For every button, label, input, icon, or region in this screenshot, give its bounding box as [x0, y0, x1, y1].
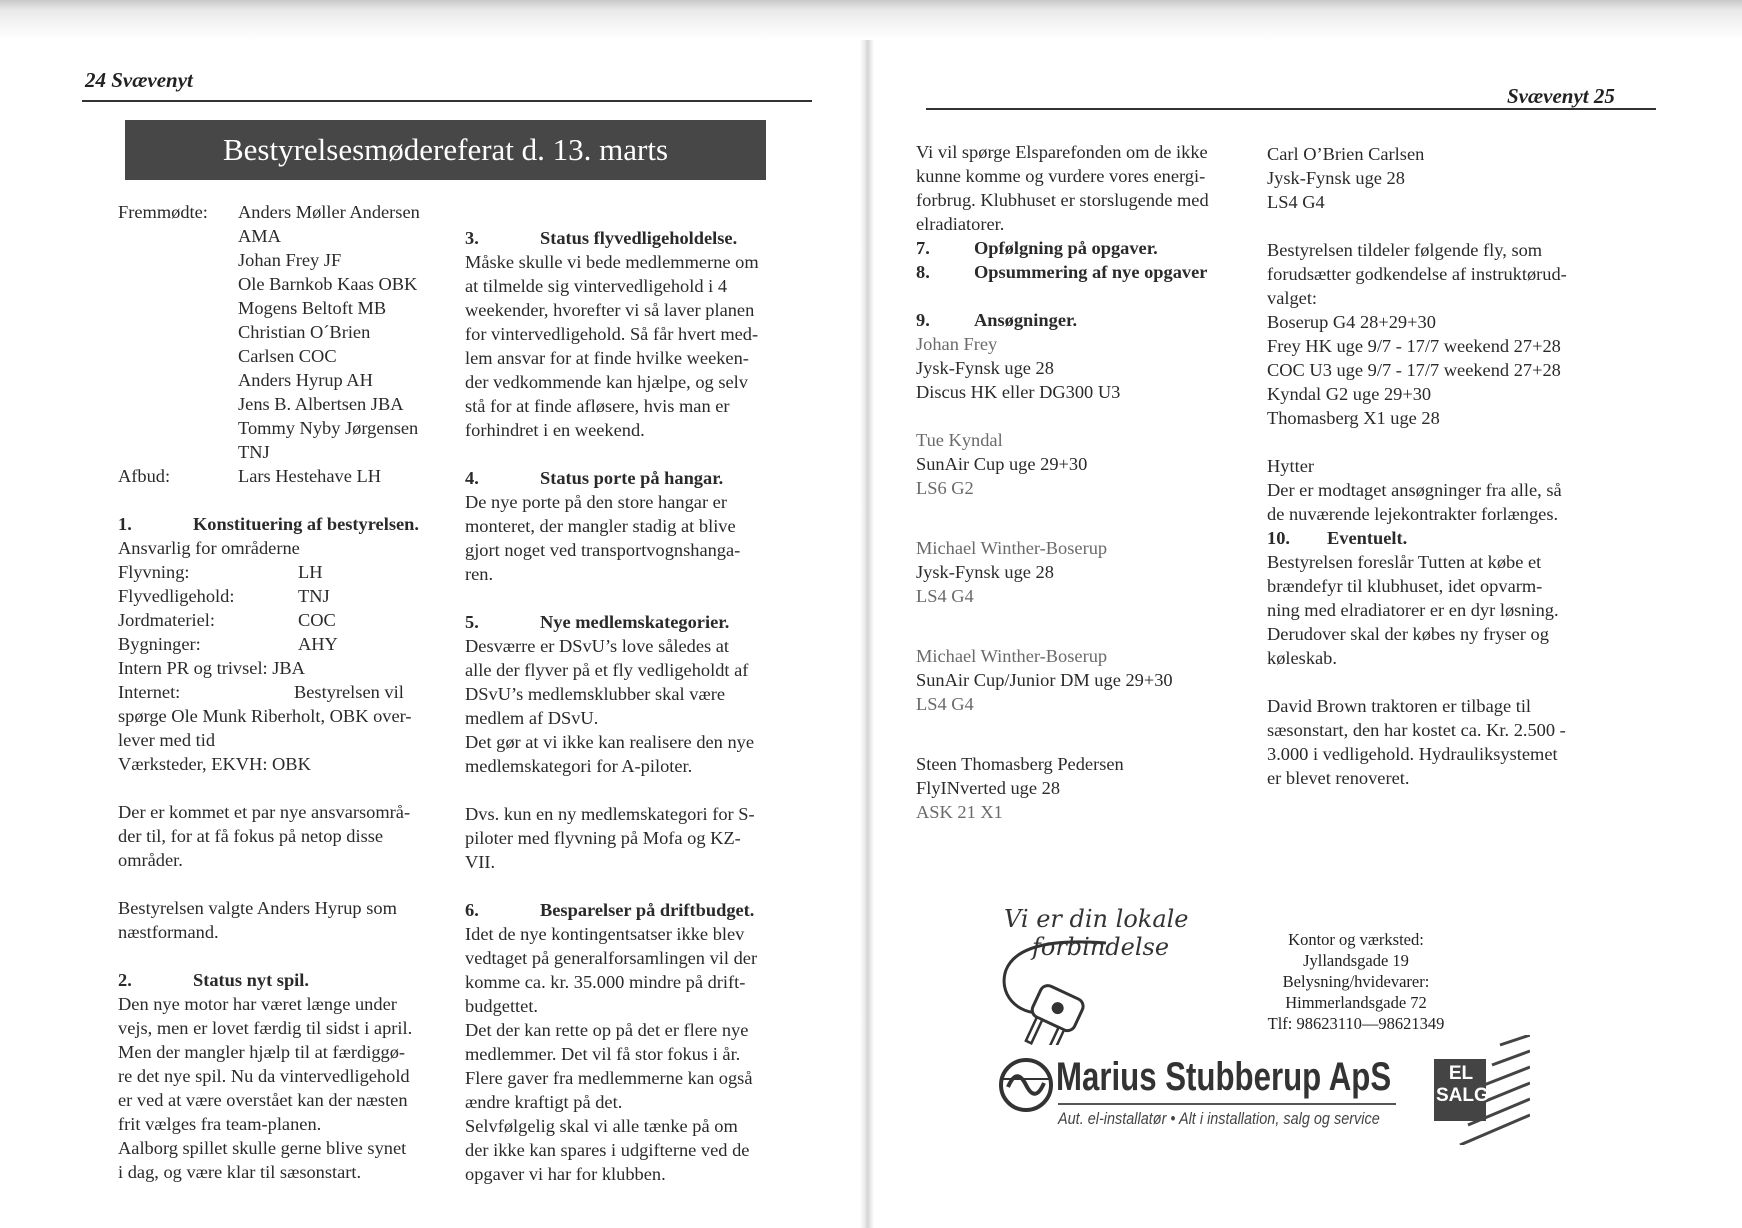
left-column	[118, 200, 453, 1184]
internet-row	[118, 680, 453, 704]
attendee: TNJ	[238, 442, 270, 462]
contact-line: Kontor og værksted:	[1288, 930, 1424, 949]
section-1-heading	[118, 512, 453, 536]
applicant-entry	[916, 428, 1261, 500]
paragraph-line: Desværre er DSvU’s love således at	[465, 636, 730, 656]
internet-cont: lever med tid	[118, 730, 216, 750]
paragraph-line: forbrug. Klubhuset er storslugende med	[916, 190, 1209, 210]
paragraph-line: stå for at finde afløsere, hvis man er	[465, 396, 730, 416]
section-number: 2.	[118, 970, 132, 990]
paragraph-line: områder.	[118, 850, 183, 870]
section-7-heading	[916, 236, 1261, 260]
paragraph-line: for vintervedligehold. Så får hvert med-	[465, 324, 759, 344]
paragraph-line: Det der kan rette op på det er flere nye	[465, 1020, 749, 1040]
paragraph-line: forhindret i en weekend.	[465, 420, 645, 440]
section-8-heading	[916, 260, 1261, 284]
attendee: Anders Hyrup AH	[238, 370, 373, 390]
attendee: Mogens Beltoft MB	[238, 298, 387, 318]
paragraph-line: budgettet.	[465, 996, 539, 1016]
attendees-list	[238, 200, 420, 464]
applicant-club: Jysk-Fynsk uge 28	[916, 358, 1054, 378]
section-title: Eventuelt.	[1327, 528, 1408, 548]
paragraph-line: køleskab.	[1267, 648, 1337, 668]
internet-value: Bestyrelsen vil	[294, 682, 404, 702]
company-tagline: Aut. el-installatør • Alt i installation, salg og service	[1058, 1109, 1380, 1128]
middle-column	[465, 226, 815, 1186]
section-title: Opsummering af nye opgaver	[974, 262, 1208, 282]
paragraph-line: elradiatorer.	[916, 214, 1005, 234]
paragraph-line: weekender, hvorefter vi så laver planen	[465, 300, 755, 320]
applicant-club: FlyINverted uge 28	[916, 778, 1061, 798]
attendees-block	[118, 200, 453, 464]
book-spine	[860, 40, 874, 1228]
paragraph-line: medlemmer. Det vil få stor fokus i år.	[465, 1044, 741, 1064]
allocation-line: Kyndal G2 uge 29+30	[1267, 384, 1432, 404]
paragraph-line: Vi vil spørge Elsparefonden om de ikke	[916, 142, 1208, 162]
applicant-club: Jysk-Fynsk uge 28	[1267, 168, 1405, 188]
left-header-rule	[82, 100, 812, 102]
paragraph-line: er blevet renoveret.	[1267, 768, 1410, 788]
paragraph-line: er ved at være overstået kan der næsten	[118, 1090, 408, 1110]
section-title: Status flyvedligeholdelse.	[540, 228, 738, 248]
paragraph-line: 3.000 i vedligehold. Hydrauliksystemet	[1267, 744, 1558, 764]
workshop-line: Værksteder, EKVH: OBK	[118, 754, 311, 774]
right-column-1	[916, 140, 1261, 824]
attendee: Anders Møller Andersen	[238, 202, 420, 222]
right-running-head: Svævenyt 25	[1507, 84, 1615, 108]
paragraph-line: der vedkommende kan hjælpe, og selv	[465, 372, 748, 392]
applicant-entry	[916, 644, 1261, 716]
huts-title: Hytter	[1267, 456, 1314, 476]
paragraph-line: forudsætter godkendelse af instruktørud-	[1267, 264, 1567, 284]
paragraph-line: Flere gaver fra medlemmerne kan også	[465, 1068, 753, 1088]
ad-slogan-line: forbindelse	[1032, 933, 1170, 961]
section-9-heading	[916, 308, 1261, 332]
paragraph-line: DSvU’s medlemsklubber skal være	[465, 684, 725, 704]
paragraph-line: næstformand.	[118, 922, 219, 942]
advertisement	[996, 905, 1546, 1145]
paragraph-line: ning med elradiatorer er en dyr løsning.	[1267, 600, 1559, 620]
owner: LH	[298, 562, 323, 582]
contact-line: Jyllandsgade 19	[1303, 951, 1409, 970]
section-title: Status porte på hangar.	[540, 468, 724, 488]
applicant-club: SunAir Cup/Junior DM uge 29+30	[916, 670, 1173, 690]
contact-line: Himmerlandsgade 72	[1285, 993, 1427, 1012]
absent-label: Afbud:	[118, 466, 171, 486]
internet-cont: spørge Ole Munk Riberholt, OBK over-	[118, 706, 412, 726]
allocation-line: Frey HK uge 9/7 - 17/7 weekend 27+28	[1267, 336, 1561, 356]
applicant-entry	[916, 752, 1261, 824]
paragraph-line: Men der mangler hjælp til at færdiggø-	[118, 1042, 406, 1062]
paragraph-line: valget:	[1267, 288, 1318, 308]
section-10-heading	[1267, 526, 1642, 550]
section-number: 8.	[916, 262, 930, 282]
area: Flyvedligehold:	[118, 586, 235, 606]
right-column-2	[1267, 142, 1642, 790]
el-salg-badge-text	[1436, 1063, 1489, 1107]
paragraph-line: gjort noget ved transportvognshanga-	[465, 540, 741, 560]
section-3-heading	[465, 226, 815, 250]
contact-line: Belysning/hvidevarer:	[1282, 972, 1430, 991]
paragraph-line: Selvfølgelig skal vi alle tænke på om	[465, 1116, 738, 1136]
paragraph-line: Dvs. kun en ny medlemskategori for S-	[465, 804, 755, 824]
internet-label: Internet:	[118, 682, 181, 702]
paragraph-line: Den nye motor har været længe under	[118, 994, 397, 1014]
paragraph-line: medlem af DSvU.	[465, 708, 599, 728]
section-number: 4.	[465, 468, 479, 488]
allocation-line: COC U3 uge 9/7 - 17/7 weekend 27+28	[1267, 360, 1561, 380]
attendees-label: Fremmødte:	[118, 202, 208, 222]
paragraph-line: David Brown traktoren er tilbage til	[1267, 696, 1532, 716]
section-number: 9.	[916, 310, 930, 330]
section-number: 10.	[1267, 528, 1290, 548]
attendee: Christian O´Brien	[238, 322, 371, 342]
ad-contact	[1226, 929, 1486, 1034]
applicant-name: Steen Thomasberg Pedersen	[916, 754, 1124, 774]
badge-line: SALG	[1436, 1085, 1489, 1106]
owner: COC	[298, 610, 336, 630]
paragraph-line: opgaver vi har for klubben.	[465, 1164, 666, 1184]
paragraph-line: monteret, der mangler stadig at blive	[465, 516, 736, 536]
applicant-name: Johan Frey	[916, 334, 998, 354]
responsibility-row	[118, 584, 453, 608]
allocation-line: Boserup G4 28+29+30	[1267, 312, 1436, 332]
applicant-plane: LS6 G2	[916, 478, 974, 498]
section-title: Ansøgninger.	[974, 310, 1078, 330]
paragraph-line: de nuværende lejekontrakter forlænges.	[1267, 504, 1559, 524]
area: Jordmateriel:	[118, 610, 216, 630]
section-number: 6.	[465, 900, 479, 920]
section-title: Konstituering af bestyrelsen.	[193, 514, 419, 534]
applicant-club: SunAir Cup uge 29+30	[916, 454, 1088, 474]
section-5-heading	[465, 610, 815, 634]
attendee: Carlsen COC	[238, 346, 337, 366]
paragraph-line: vedtaget på generalforsamlingen vil der	[465, 948, 758, 968]
allocation-line: Thomasberg X1 uge 28	[1267, 408, 1440, 428]
left-page	[0, 0, 860, 1228]
applicant-name: Michael Winther-Boserup	[916, 646, 1108, 666]
section-title: Opfølgning på opgaver.	[974, 238, 1158, 258]
section-number: 5.	[465, 612, 479, 632]
paragraph-line: lem ansvar for at finde hvilke weeken-	[465, 348, 749, 368]
paragraph-line: piloter med flyvning på Mofa og KZ-	[465, 828, 741, 848]
paragraph-line: der ikke kan spares i udgifterne ved de	[465, 1140, 750, 1160]
paragraph-line: VII.	[465, 852, 496, 872]
absent-block	[118, 464, 453, 488]
paragraph-line: re det nye spil. Nu da vintervedligehold	[118, 1066, 410, 1086]
paragraph-line: De nye porte på den store hangar er	[465, 492, 727, 512]
owner: AHY	[298, 634, 338, 654]
attendee: Tommy Nyby Jørgensen	[238, 418, 419, 438]
applicant-plane: LS4 G4	[916, 586, 974, 606]
applicant-club: Jysk-Fynsk uge 28	[916, 562, 1054, 582]
article-title-text: Bestyrelsesmødereferat d. 13. marts	[222, 132, 669, 167]
company-name: Marius Stubberup ApS	[1056, 1055, 1392, 1099]
responsibility-row	[118, 608, 453, 632]
paragraph-line: at tilmelde sig vintervedligehold i 4	[465, 276, 728, 296]
paragraph-line: Idet de nye kontingentsatser ikke blev	[465, 924, 745, 944]
paragraph-line: Måske skulle vi bede medlemmerne om	[465, 252, 759, 272]
owner: TNJ	[298, 586, 330, 606]
paragraph-line: Bestyrelsen foreslår Tutten at købe et	[1267, 552, 1542, 572]
applicant-name: Tue Kyndal	[916, 430, 1003, 450]
paragraph-line: vejs, men er lovet færdig til sidst i april.	[118, 1018, 413, 1038]
plug-icon	[996, 935, 1196, 1045]
section-number: 1.	[118, 514, 132, 534]
applicant-entry	[916, 536, 1261, 608]
pr-line: Intern PR og trivsel: JBA	[118, 658, 305, 678]
section-number: 3.	[465, 228, 479, 248]
paragraph-line: brændefyr til klubhuset, idet opvarm-	[1267, 576, 1543, 596]
paragraph-line: ændre kraftigt på det.	[465, 1092, 623, 1112]
paragraph-line: medlemskategori for A-piloter.	[465, 756, 693, 776]
paragraph-line: Aalborg spillet skulle gerne blive synet	[118, 1138, 407, 1158]
paragraph-line: ren.	[465, 564, 494, 584]
company-logo-icon	[996, 1055, 1056, 1115]
applicant-plane: Discus HK eller DG300 U3	[916, 382, 1121, 402]
applicant-entry	[916, 332, 1261, 404]
responsibility-row	[118, 632, 453, 656]
applicant-plane: LS4 G4	[916, 694, 974, 714]
attendee: Ole Barnkob Kaas OBK	[238, 274, 418, 294]
attendee: Johan Frey JF	[238, 250, 342, 270]
section-number: 7.	[916, 238, 930, 258]
section-title: Status nyt spil.	[193, 970, 310, 990]
section-2-heading	[118, 968, 453, 992]
paragraph-line: Det gør at vi ikke kan realisere den nye	[465, 732, 755, 752]
applicant-plane: ASK 21 X1	[916, 802, 1003, 822]
paragraph-line: Bestyrelsen tildeler følgende fly, som	[1267, 240, 1543, 260]
left-running-head: 24 Svævenyt	[85, 68, 193, 92]
company-underline	[1058, 1103, 1396, 1105]
paragraph-line: Bestyrelsen valgte Anders Hyrup som	[118, 898, 397, 918]
applicant-name: Carl O’Brien Carlsen	[1267, 144, 1425, 164]
applicant-name: Michael Winther-Boserup	[916, 538, 1108, 558]
attendee: Jens B. Albertsen JBA	[238, 394, 404, 414]
area: Flyvning:	[118, 562, 190, 582]
paragraph-line: komme ca. kr. 35.000 mindre på drift-	[465, 972, 746, 992]
section-title: Besparelser på driftbudget.	[540, 900, 755, 920]
article-title	[125, 120, 766, 180]
section-6-heading	[465, 898, 815, 922]
paragraph-line: frit vælges fra team-planen.	[118, 1114, 322, 1134]
contact-line: Tlf: 98623110—98621349	[1267, 1014, 1445, 1033]
applicant-plane: LS4 G4	[1267, 192, 1325, 212]
paragraph-line: der til, for at få fokus på netop disse	[118, 826, 384, 846]
section-title: Nye medlemskategorier.	[540, 612, 730, 632]
attendee: AMA	[238, 226, 281, 246]
paragraph-line: Derudover skal der købes ny fryser og	[1267, 624, 1549, 644]
paragraph-line: Der er kommet et par nye ansvarsområ-	[118, 802, 411, 822]
paragraph-line: i dag, og være klar til sæsonstart.	[118, 1162, 362, 1182]
paragraph-line: Der er modtaget ansøgninger fra alle, så	[1267, 480, 1562, 500]
responsibility-row	[118, 560, 453, 584]
paragraph-line: kunne komme og vurdere vores energi-	[916, 166, 1206, 186]
absent-name: Lars Hestehave LH	[238, 466, 381, 486]
area: Bygninger:	[118, 634, 201, 654]
paragraph-line: sæsonstart, den har kostet ca. Kr. 2.500 -	[1267, 720, 1566, 740]
section-4-heading	[465, 466, 815, 490]
responsibility-intro: Ansvarlig for områderne	[118, 538, 300, 558]
right-header-rule	[926, 108, 1656, 110]
badge-line: EL	[1448, 1063, 1474, 1084]
ad-slogan-line: Vi er din lokale	[1004, 905, 1189, 933]
paragraph-line: alle der flyver på et fly vedligeholdt af	[465, 660, 749, 680]
